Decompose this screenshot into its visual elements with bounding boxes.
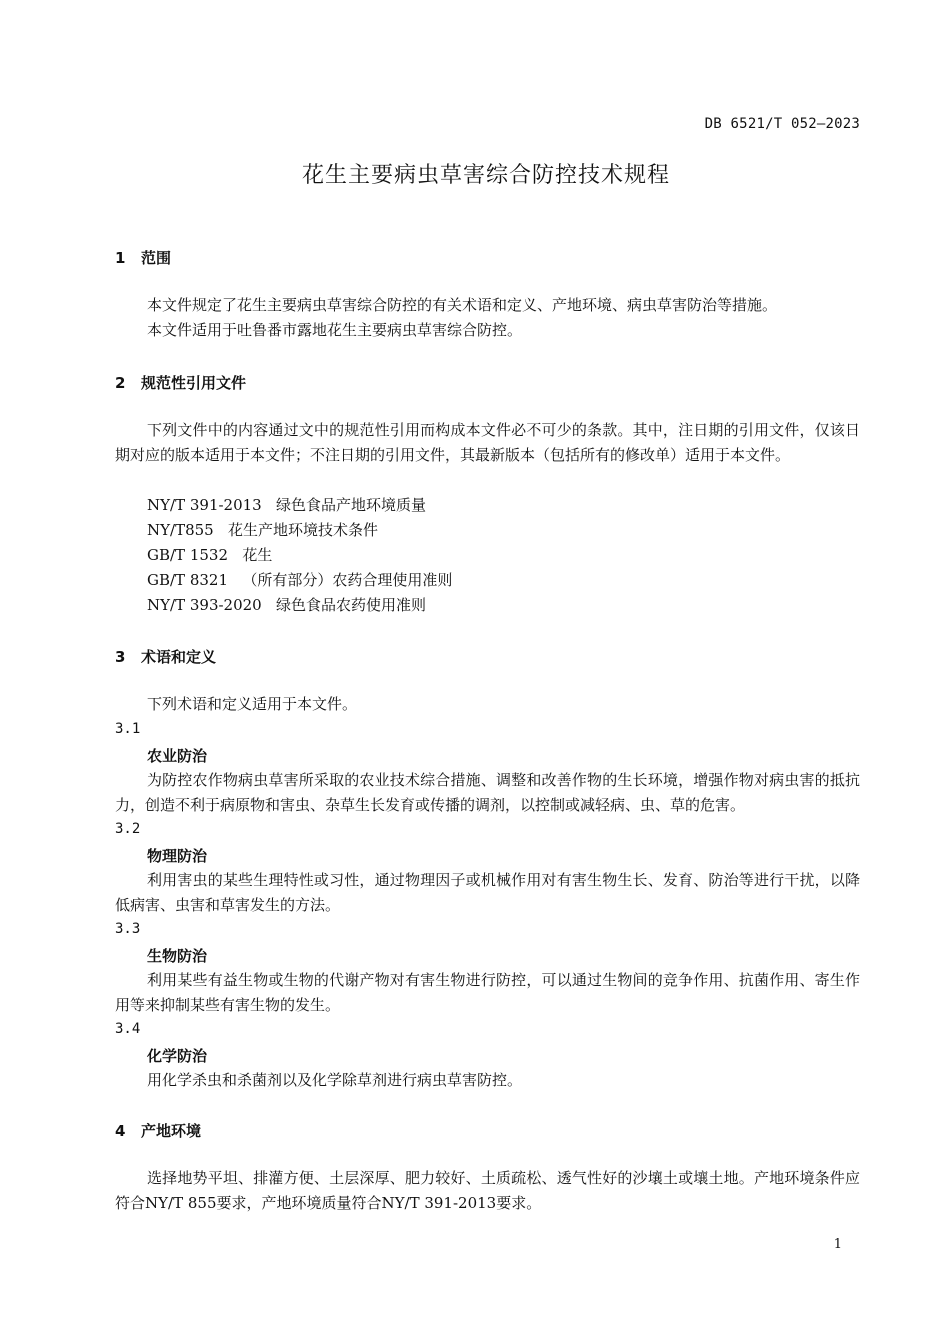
section-title: 产地环境 (141, 1122, 202, 1140)
paragraph: 下列文件中的内容通过文中的规范性引用而构成本文件必不可少的条款。其中，注日期的引用文件，仅该日期对应的版本适用于本文件；不注日期的引用文件，其最新版本（包括所有的修改单）适用于本文件。 (115, 421, 860, 464)
section-title: 范围 (141, 249, 172, 267)
section-number: 2 (115, 374, 126, 392)
reference-code: GB/T 8321 (147, 571, 229, 589)
term-definition: 利用害虫的某些生理特性或习性，通过物理因子或机械作用对有害生物生长、发育、防治等进行干扰，以降低病害、虫害和草害发生的方法。 (115, 871, 860, 914)
section-title: 术语和定义 (141, 648, 217, 666)
term-title: 农业防治 (147, 747, 208, 765)
section-number: 3 (115, 648, 126, 666)
section-2-heading (115, 372, 246, 393)
term-definition: 为防控农作物病虫草害所采取的农业技术综合措施、调整和改善作物的生长环境，增强作物对病虫害的抵抗力，创造不利于病原物和害虫、杂草生长发育或传播的调剂，以控制或减轻病、虫、草的危害。 (115, 771, 860, 814)
paragraph: 下列术语和定义适用于本文件。 (147, 695, 358, 713)
page-number: 1 (833, 1237, 842, 1252)
reference-code: NY/T855 (147, 521, 214, 539)
reference-item (147, 493, 426, 518)
term-title: 化学防治 (147, 1047, 208, 1065)
reference-name: 绿色食品产地环境质量 (276, 496, 427, 514)
reference-name: （所有部分）农药合理使用准则 (242, 571, 453, 589)
reference-item (147, 568, 452, 593)
section-3-heading (115, 646, 216, 667)
paragraph: 本文件适用于吐鲁番市露地花生主要病虫草害综合防控。 (147, 321, 523, 339)
section-4-heading (115, 1120, 201, 1141)
term-number: 3.1 (115, 721, 141, 737)
reference-name: 绿色食品农药使用准则 (276, 596, 427, 614)
reference-name: 花生产地环境技术条件 (228, 521, 379, 539)
term-number: 3.4 (115, 1021, 141, 1037)
reference-code: GB/T 1532 (147, 546, 229, 564)
term-title: 生物防治 (147, 947, 208, 965)
document-title: 花生主要病虫草害综合防控技术规程 (301, 163, 670, 188)
reference-item (147, 593, 426, 618)
term-title: 物理防治 (147, 847, 208, 865)
term-definition: 用化学杀虫和杀菌剂以及化学除草剂进行病虫草害防控。 (147, 1071, 523, 1089)
term-number: 3.3 (115, 921, 141, 937)
paragraph: 本文件规定了花生主要病虫草害综合防控的有关术语和定义、产地环境、病虫草害防治等措施。 (147, 296, 778, 314)
reference-code: NY/T 391-2013 (147, 496, 262, 514)
reference-item (147, 543, 272, 568)
section-title: 规范性引用文件 (141, 374, 247, 392)
reference-name: 花生 (242, 546, 273, 564)
section-number: 4 (115, 1122, 126, 1140)
section-number: 1 (115, 249, 126, 267)
paragraph: 选择地势平坦、排灌方便、土层深厚、肥力较好、土质疏松、透气性好的沙壤土或壤土地。产地环境条件应符合NY/T 855要求，产地环境质量符合NY/T 391-2013要求。 (115, 1169, 860, 1212)
term-definition: 利用某些有益生物或生物的代谢产物对有害生物进行防控，可以通过生物间的竞争作用、抗菌作用、寄生作用等来抑制某些有害生物的发生。 (115, 971, 860, 1014)
term-number: 3.2 (115, 821, 141, 837)
reference-item (147, 518, 378, 543)
section-1-heading (115, 247, 171, 268)
reference-code: NY/T 393-2020 (147, 596, 262, 614)
document-code: DB 6521/T 052—2023 (704, 116, 860, 132)
